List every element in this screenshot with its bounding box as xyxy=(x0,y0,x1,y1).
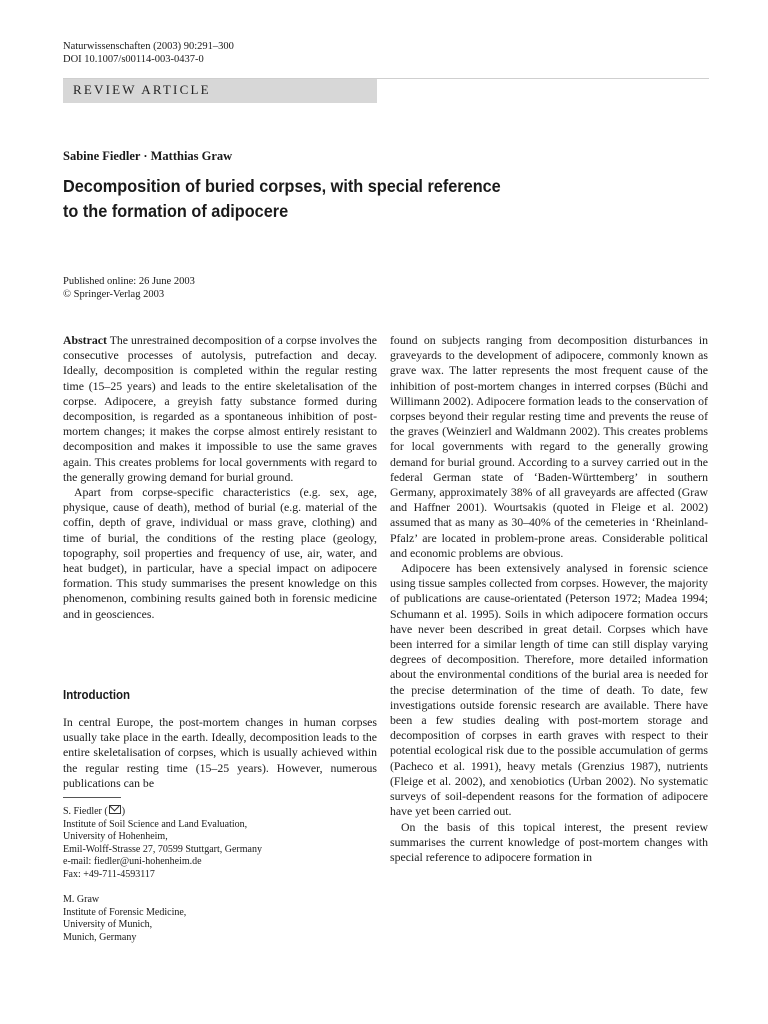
introduction-body xyxy=(63,715,377,791)
introduction-paragraph-1: In central Europe, the post-mortem changes in human corpses usually take place in the earth. Ideally, decomposition leads to the entire skeletalisation of corpses, which is usually achieved within the regular resting time (15–25 years). However, numerous publications can be xyxy=(63,715,377,790)
title-line-1: Decomposition of buried corpses, with special reference xyxy=(63,176,501,196)
abstract-paragraph-2: Apart from corpse-specific characteristics (e.g. sex, age, physique, cause of death), method of burial (e.g. material of the coffin, depth of grave, individual or mass grave, clothing) and time of burial, the conditions of the resting place (geology, topography, soil properties and frequency of use, air, water, and heat budget), in particular, have a special impact on adipocere formation. This study summarises the present knowledge on this phenomenon, combining results gained both in forensic medicine and in geosciences. xyxy=(63,485,377,621)
envelope-icon xyxy=(109,805,121,814)
right-paragraph-3: On the basis of this topical interest, the present review summarises the current knowledge of post-mortem changes with special reference to adipocere formation in xyxy=(390,819,708,864)
title-line-2: to the formation of adipocere xyxy=(63,201,289,221)
journal-citation xyxy=(63,40,234,66)
right-paragraph-1: found on subjects ranging from decomposition disturbances in graveyards to the development of adipocere, commonly known as grave wax. The latter represents the most frequent cause of the inhibition of post-mortem changes in interred corpses (Büchi and Willimann 2002). Adipocere formation leads to the conservation of corpses beyond their regular resting time and prevents the reuse of the graves (Weinzierl and Waldmann 2002). This creates problems for local governments with regard to the generally growing demand for burial ground. According to a survey carried out in the federal German state of ‘Baden-Württemberg’ in southern Germany, approximately 38% of all graveyards are affected (Graw and Haffner 2001). Wourtsakis (quoted in Fleige et al. 2002) assumed that as many as 30–40% of the cemeteries in ‘Rheinland-Pfalz’ are located in problem-prone areas. Considerable political and economic problems are obvious. xyxy=(390,333,708,560)
publication-info xyxy=(63,275,195,301)
affiliation-author-name xyxy=(63,805,262,819)
article-type-banner xyxy=(63,79,377,103)
abstract-paragraph-1 xyxy=(63,333,377,485)
affiliation-fiedler xyxy=(63,805,262,882)
introduction-heading: Introduction xyxy=(63,688,131,702)
doi-line: DOI 10.1007/s00114-003-0437-0 xyxy=(63,54,204,65)
affiliation-email: e-mail: fiedler@uni-hohenheim.de xyxy=(63,856,202,868)
affiliation-fax: Fax: +49-711-4593117 xyxy=(63,868,155,880)
author1-name-end: ) xyxy=(121,806,126,817)
abstract-label: Abstract xyxy=(63,333,107,347)
author-line: Sabine Fiedler · Matthias Graw xyxy=(63,149,233,163)
right-column-body xyxy=(390,333,708,865)
affiliation-line: Institute of Forensic Medicine, xyxy=(63,906,187,918)
right-paragraph-2: Adipocere has been extensively analysed in forensic science using tissue samples collected from corpses. However, the majority of publications are cause-orientated (Peterson 1972; Madea 1994; Schumann et al. 1995). Soils in which adipocere formation occurs have never been described in great detail. Corpses which have been interred for a similar length of time can still display varying degrees of decomposition. Therefore, more detailed information about the environmental conditions of the burial area is needed for the precise determination of the time of death. To date, few investigations outside forensic research are available. There have been a few studies dealing with post-mortem storage and decomposition of corpses in earth graves with respect to their potential ecological risk due to the possible accumulation of germs (Pacheco et al. 1991), heavy metals (Grenzius 1987), nutrients (Fleige et al. 2002), and xenobiotics (Urban 2002). No systematic surveys of soil-dependent reasons for the formation of adipocere have yet been carried out. xyxy=(390,561,708,819)
article-type-label: REVIEW ARTICLE xyxy=(73,82,211,97)
footnote-rule xyxy=(63,797,121,798)
affiliation-line: Munich, Germany xyxy=(63,931,137,943)
affiliation-line: University of Munich, xyxy=(63,919,153,931)
author1-name: S. Fiedler ( xyxy=(63,806,108,817)
affiliation-author-name: M. Graw xyxy=(63,894,100,905)
affiliation-line: Emil-Wolff-Strasse 27, 70599 Stuttgart, Germany xyxy=(63,843,262,855)
article-title xyxy=(63,174,584,224)
affiliation-line: University of Hohenheim, xyxy=(63,831,168,843)
abstract-block xyxy=(63,333,377,622)
affiliation-graw xyxy=(63,894,186,944)
journal-line: Naturwissenschaften (2003) 90:291–300 xyxy=(63,41,234,52)
abstract-text-1: The unrestrained decomposition of a corpse involves the consecutive processes of autolysis, putrefaction and decay. Ideally, decomposition is completed within the regular resting time (15–25 years) and leads to the entire skeletalisation of the corpse. Adipocere, a greyish fatty substance formed during decomposition, is regarded as a spontaneous inhibition of post-mortem changes; it makes the corpse almost entirely resistant to decomposition and makes it impossible to use the same graves again. This creates problems for local governments with regard to the generally growing demand for burial ground. xyxy=(63,333,377,484)
published-date: Published online: 26 June 2003 xyxy=(63,276,195,287)
copyright-notice: © Springer-Verlag 2003 xyxy=(63,289,165,300)
affiliation-line: Institute of Soil Science and Land Evaluation, xyxy=(63,818,248,830)
